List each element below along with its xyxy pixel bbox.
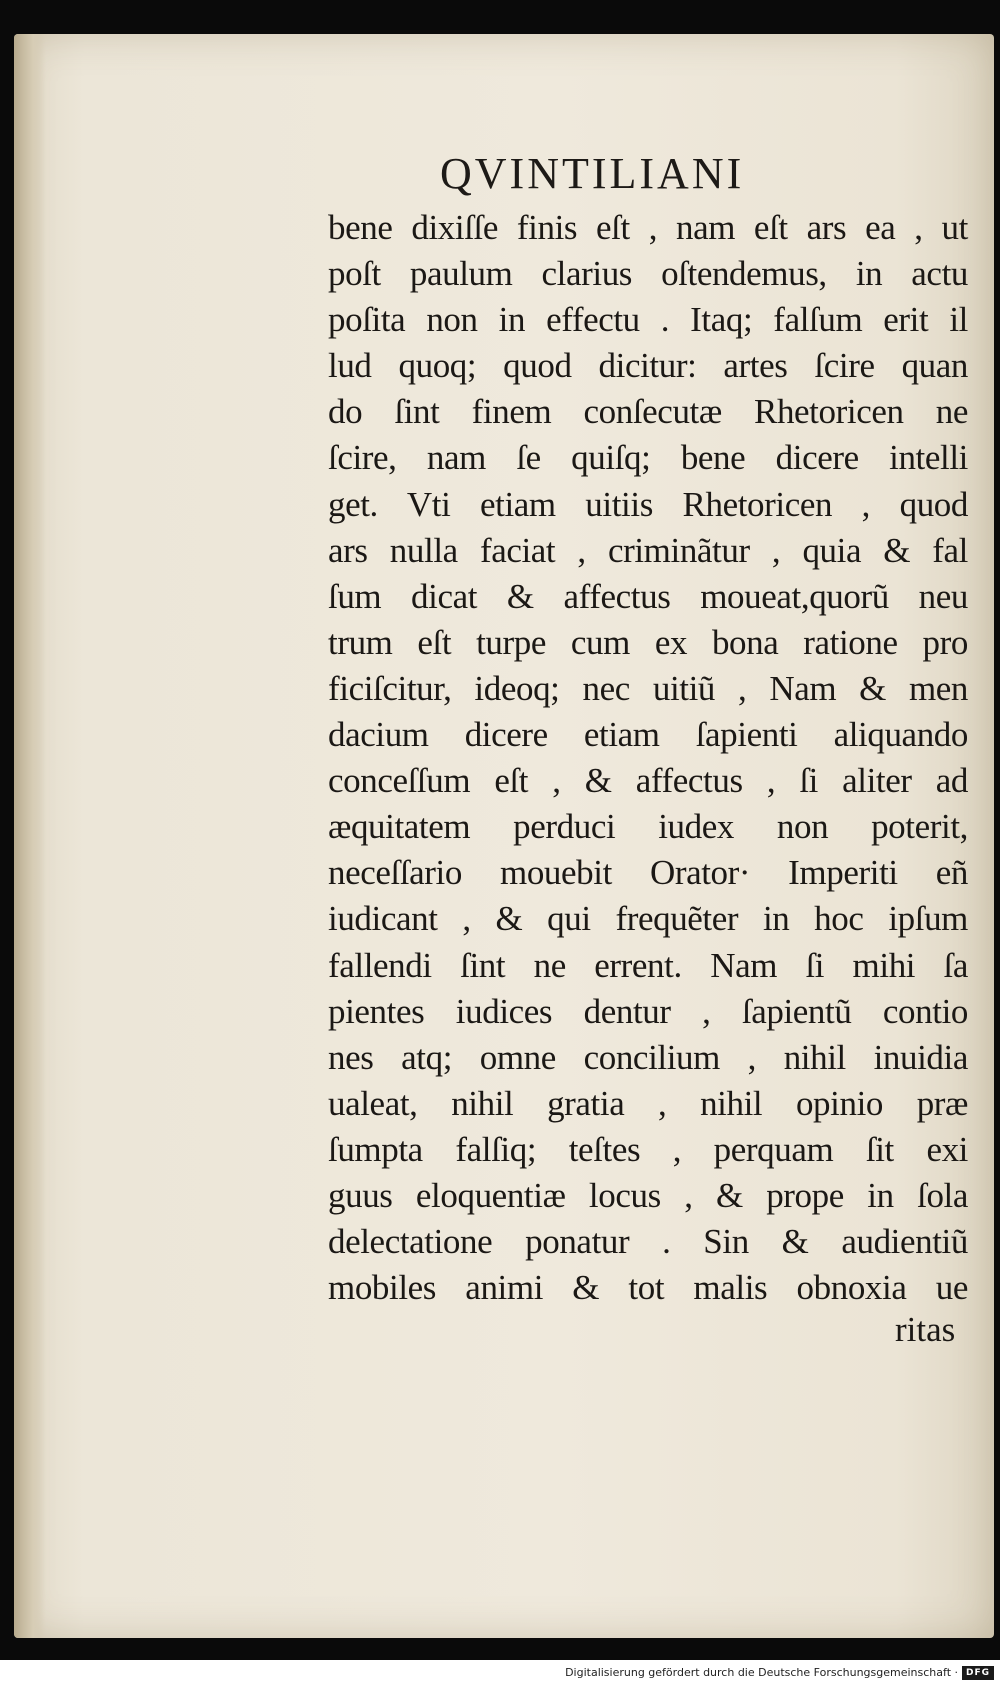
text-line-6: ſcire, nam ſe quiſq; bene dicere intelli [328, 438, 968, 478]
text-line-2: poſt paulum clarius oſtendemus, in actu [328, 254, 968, 294]
text-line-20: ualeat, nihil gratia , nihil opinio præ [328, 1083, 968, 1123]
text-line-5: do ſint finem conſecutæ Rhetoricen ne [328, 392, 968, 432]
text-line-11: ficiſcitur, ideoq; nec uitiũ , Nam & men [328, 668, 968, 708]
text-line-19: nes atq; omne concilium , nihil inuidia [328, 1037, 968, 1077]
footer-bar [0, 1660, 1000, 1684]
page-gutter-shadow [14, 34, 46, 1638]
text-line-17: fallendi ſint ne errent. Nam ſi mihi ſa [328, 945, 968, 985]
text-line-8: ars nulla faciat , criminãtur , quia & fal [328, 530, 968, 570]
text-line-14: æquitatem perduci iudex non poterit, [328, 807, 968, 847]
text-line-1: bene dixiſſe finis eſt , nam eſt ars ea , ut [328, 208, 968, 247]
text-line-9: ſum dicat & affectus moueat,quorũ neu [328, 576, 968, 616]
footer-credit: Digitalisierung gefördert durch die Deutsche Forschungsgemeinschaft · [565, 1666, 958, 1679]
text-line-3: poſita non in effectu . Itaq; falſum erit il [328, 300, 968, 340]
text-line-10: trum eſt turpe cum ex bona ratione pro [328, 622, 968, 662]
dfg-logo: DFG [962, 1666, 994, 1680]
text-line-12: dacium dicere etiam ſapienti aliquando [328, 715, 968, 755]
text-line-23: delectatione ponatur . Sin & audientiũ [328, 1222, 968, 1262]
text-line-22: guus eloquentiæ locus , & prope in ſola [328, 1175, 968, 1215]
text-line-7: get. Vti etiam uitiis Rhetoricen , quod [328, 484, 968, 524]
text-line-4: lud quoq; quod dicitur: artes ſcire quan [328, 346, 968, 386]
running-head: QVINTILIANI [440, 149, 745, 198]
text-line-21: ſumpta falſiq; teſtes , perquam ſit exi [328, 1129, 968, 1169]
text-line-13: conceſſum eſt , & affectus , ſi aliter ad [328, 761, 968, 801]
text-line-24: mobiles animi & tot malis obnoxia ue [328, 1268, 968, 1308]
text-line-16: iudicant , & qui frequẽter in hoc ipſum [328, 899, 968, 939]
catchword: ritas [895, 1310, 956, 1349]
body-text [328, 205, 968, 1311]
text-line-18: pientes iudices dentur , ſapientũ contio [328, 991, 968, 1031]
text-line-15: neceſſario mouebit Orator· Imperiti eñ [328, 853, 968, 893]
